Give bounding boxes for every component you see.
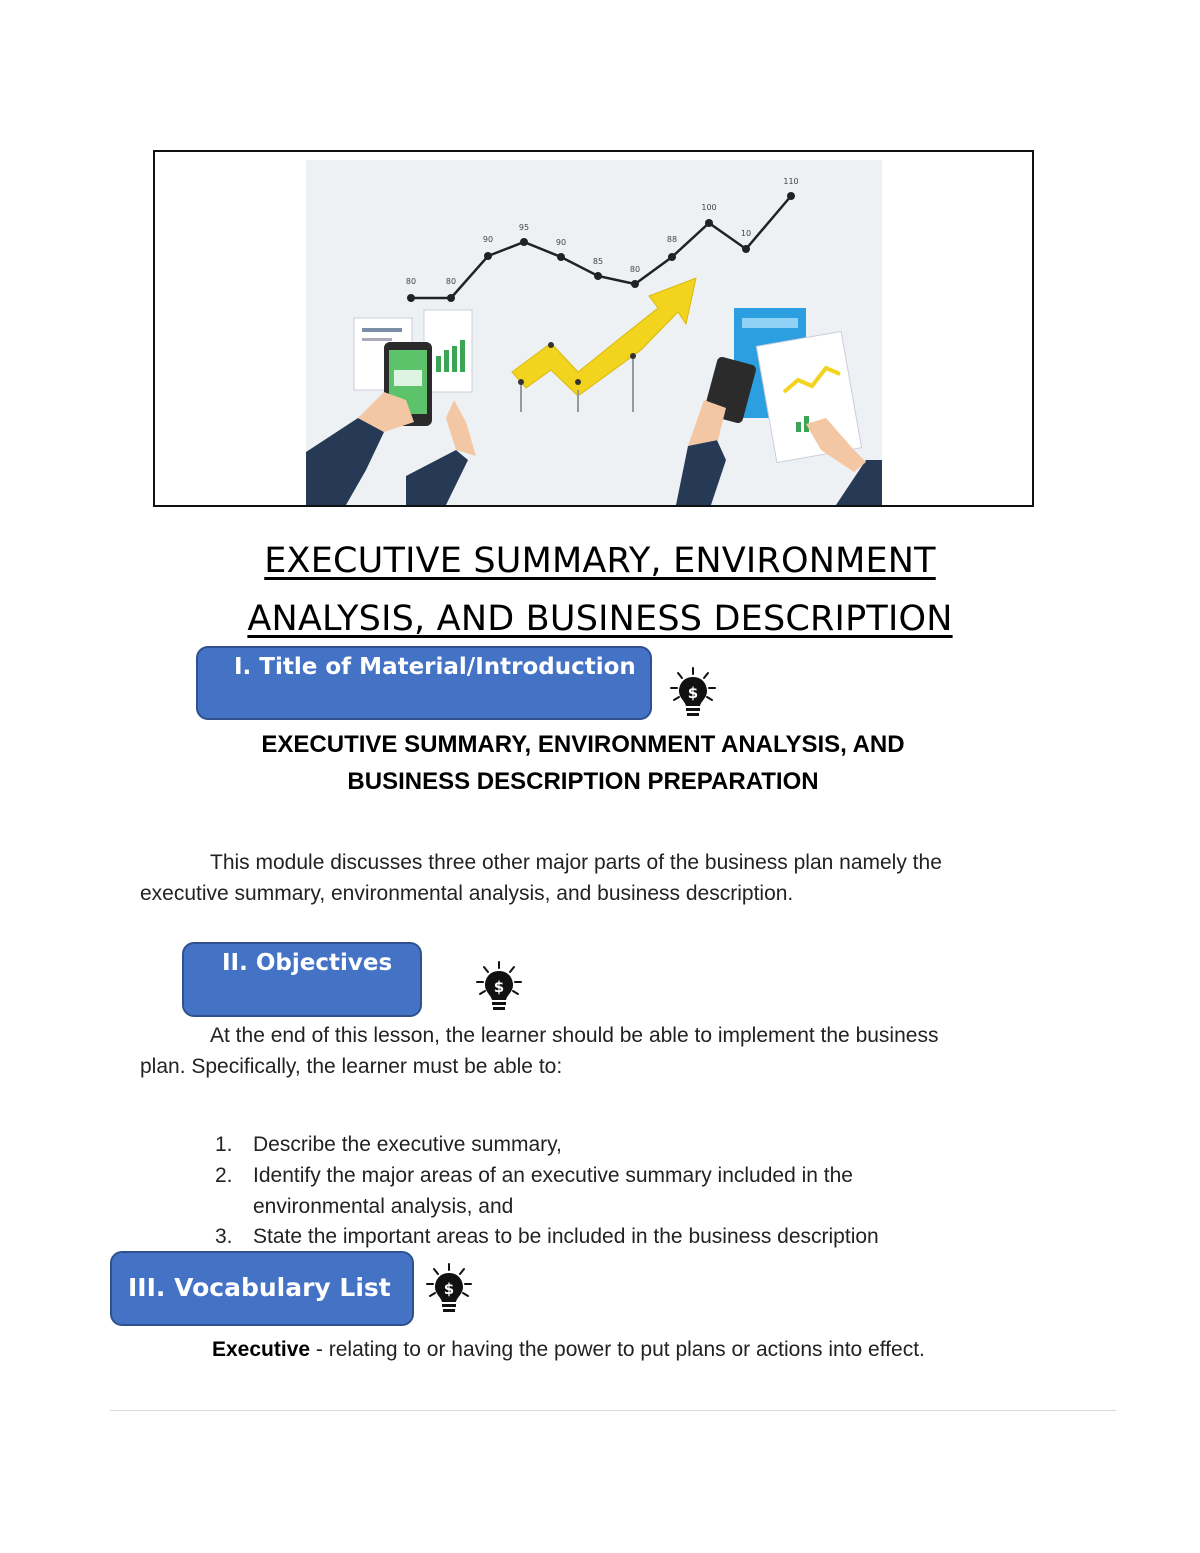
subtitle-line2: BUSINESS DESCRIPTION PREPARATION (347, 768, 819, 795)
page-divider (110, 1410, 1116, 1411)
lightbulb-dollar-icon (668, 666, 718, 720)
svg-text:$: $ (687, 684, 699, 702)
lightbulb-dollar-icon (474, 960, 524, 1014)
chart-label: 88 (666, 235, 678, 244)
objectives-paragraph (140, 1020, 1040, 1082)
chart-label: 10 (740, 229, 752, 238)
list-text: State the important areas to be included in the business description (253, 1225, 879, 1248)
section-badge-label: I. Title of Material/Introduction (234, 654, 636, 680)
svg-text:$: $ (443, 1280, 455, 1298)
objective-item (215, 1160, 1035, 1222)
section-badge-label: III. Vocabulary List (128, 1273, 391, 1302)
chart-label: 85 (592, 257, 604, 266)
banner-image-frame (153, 150, 1034, 507)
list-text: Describe the executive summary, (253, 1133, 562, 1156)
vocabulary-term: Executive (212, 1338, 311, 1361)
chart-label: 80 (445, 277, 457, 286)
section-badge-label: II. Objectives (222, 950, 393, 976)
svg-text:$: $ (493, 978, 505, 996)
subtitle-line1: EXECUTIVE SUMMARY, ENVIRONMENT ANALYSIS, AND (261, 731, 905, 758)
objective-item (215, 1221, 1035, 1252)
chart-label: 95 (518, 223, 530, 232)
vocabulary-entry (212, 1334, 1112, 1365)
section-badge-introduction (196, 646, 652, 720)
list-number: 2. (215, 1164, 233, 1187)
intro-paragraph (140, 847, 1040, 909)
chart-label: 80 (405, 277, 417, 286)
objective-item (215, 1129, 1035, 1160)
section-badge-vocabulary (110, 1251, 414, 1326)
business-growth-illustration (306, 160, 882, 505)
main-title-line1: EXECUTIVE SUMMARY, ENVIRONMENT (264, 541, 936, 581)
chart-label: 80 (629, 265, 641, 274)
chart-label: 90 (555, 238, 567, 247)
list-text: Identify the major areas of an executive summary included in the (253, 1164, 853, 1187)
chart-label: 110 (783, 177, 799, 186)
list-text-continued: environmental analysis, and (253, 1195, 514, 1218)
main-title-line2: ANALYSIS, AND BUSINESS DESCRIPTION (247, 599, 953, 639)
list-number: 3. (215, 1225, 233, 1248)
objectives-text-line2: plan. Specifically, the learner must be able to: (140, 1055, 563, 1078)
objectives-text-line1: At the end of this lesson, the learner should be able to implement the business (210, 1024, 939, 1047)
vocabulary-definition: - relating to or having the power to put plans or actions into effect. (310, 1338, 925, 1361)
lightbulb-dollar-icon (424, 1262, 474, 1316)
chart-label: 90 (482, 235, 494, 244)
intro-text-line1: This module discusses three other major parts of the business plan namely the (210, 851, 942, 874)
list-number: 1. (215, 1133, 233, 1156)
chart-label: 100 (701, 203, 717, 212)
section-badge-objectives (182, 942, 422, 1017)
intro-text-line2: executive summary, environmental analysis, and business description. (140, 882, 794, 905)
